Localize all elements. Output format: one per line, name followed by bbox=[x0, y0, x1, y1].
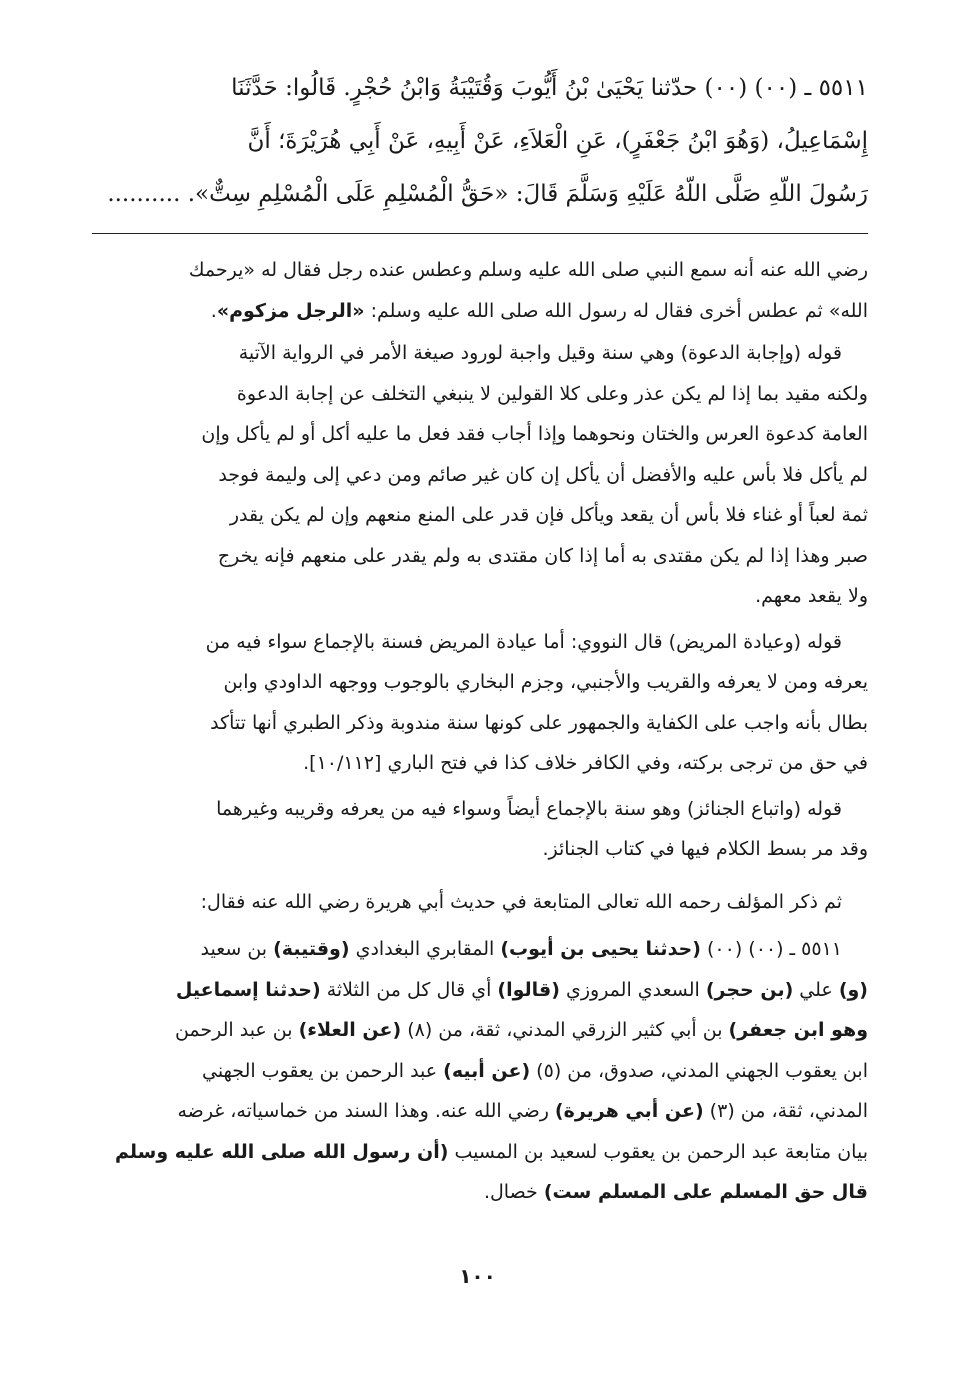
text-line: بطال بأنه واجب على الكفاية والجمهور على كونها سنة مندوبة وذكر الطبري أنها تتأكد bbox=[210, 711, 868, 734]
text-run: علي bbox=[793, 978, 839, 1001]
text-line: قوله (وإجابة الدعوة) وهي سنة وقيل واجبة لورود صيغة الأمر في الرواية الآتية bbox=[238, 342, 842, 364]
hadith-line: إِسْمَاعِيلُ، (وَهُوَ ابْنُ جَعْفَرٍ)، عَنِ الْعَلاَءِ، عَنْ أَبِيهِ، عَنْ أَبِي هُرَيْرَةَ؛ أَنَّ bbox=[247, 128, 868, 154]
bold-narrator: (حدثنا إسماعيل bbox=[175, 978, 321, 1001]
hadith-line: رَسُولَ اللّهِ صَلَّى اللّهُ عَلَيْهِ وَسَلَّمَ قَالَ: «حَقُّ الْمُسْلِمِ عَلَى الْمُسْلِمِ سِتٌّ». .......... bbox=[107, 181, 868, 207]
text-line bbox=[92, 1172, 868, 1213]
page-number: ١٠٠ bbox=[459, 1264, 496, 1288]
commentary-paragraph bbox=[92, 622, 868, 784]
bold-quote: «الرجل مزكوم» bbox=[216, 299, 365, 322]
bold-narrator: (حدثنا يحيى بن أيوب) bbox=[500, 938, 701, 960]
commentary-paragraph bbox=[92, 929, 868, 1213]
text-line: في حق من ترجى بركته، وفي الكافر خلاف كذا في فتح الباري [١٠/١١٢]. bbox=[303, 752, 868, 774]
text-run: بن سعيد bbox=[200, 938, 274, 960]
bold-narrator: (عن أبي هريرة) bbox=[554, 1100, 704, 1122]
hadith-text bbox=[92, 62, 868, 221]
text-run: بن أبي كثير الزرقي المدني، ثقة، من (٨) bbox=[401, 1019, 729, 1041]
text-line bbox=[92, 1132, 868, 1173]
text-line bbox=[92, 291, 868, 332]
text-line: ولكنه مقيد بما إذا لم يكن عذر وعلى كلا القولين لا ينبغي التخلف عن إجابة الدعوة bbox=[236, 382, 868, 405]
text-line bbox=[92, 1051, 868, 1092]
bold-narrator: (عن أبيه) bbox=[443, 1059, 531, 1082]
text-line bbox=[92, 1010, 868, 1051]
text-line: قوله (واتباع الجنائز) وهو سنة بالإجماع أيضاً وسواء فيه من يعرفه وقريبه وغيرهما bbox=[216, 797, 842, 820]
text-run: بن عبد الرحمن bbox=[174, 1019, 299, 1041]
text-line bbox=[92, 929, 868, 970]
text-line: رضي الله عنه أنه سمع النبي صلى الله عليه وسلم وعطس عنده رجل فقال له «يرحمك bbox=[188, 259, 868, 281]
commentary-paragraph bbox=[92, 882, 868, 923]
commentary-paragraph bbox=[92, 250, 868, 331]
bold-quote: قال حق المسلم على المسلم ست) bbox=[543, 1181, 868, 1203]
commentary-paragraph bbox=[92, 789, 868, 870]
footnote-divider bbox=[92, 233, 868, 234]
text-run: أي قال كل من الثلاثة bbox=[320, 978, 498, 1001]
bold-narrator: (عن العلاء) bbox=[298, 1019, 402, 1041]
text-line: العامة كدعوة العرس والختان ونحوهما وإذا أجاب فقد فعل ما عليه أكل أو لم يأكل وإن bbox=[201, 423, 868, 445]
text-line: ولا يقعد معهم. bbox=[755, 585, 868, 607]
text-line: صبر وهذا إذا لم يكن مقتدى به أما إذا كان مقتدى به ولم يقدر على منعهم فإنه يخرج bbox=[217, 544, 868, 567]
commentary-paragraph bbox=[92, 333, 868, 617]
text-run: . bbox=[210, 299, 217, 322]
text-line: قوله (وعيادة المريض) قال النووي: أما عيادة المريض فسنة بالإجماع سواء فيه من bbox=[205, 630, 842, 653]
bold-quote: (أن رسول الله صلى الله عليه وسلم bbox=[114, 1140, 449, 1163]
bold-narrator: (و) bbox=[838, 978, 868, 1001]
text-run: المقابري البغدادي bbox=[349, 938, 501, 960]
commentary bbox=[92, 250, 868, 1213]
text-run: رضي الله عنه. وهذا السند من خماسياته، غرضه bbox=[177, 1100, 555, 1122]
text-line: ثم ذكر المؤلف رحمه الله تعالى المتابعة في حديث أبي هريرة رضي الله عنه فقال: bbox=[200, 890, 842, 913]
bold-narrator: وهو ابن جعفر) bbox=[728, 1019, 868, 1041]
hadith-line: ٥٥١١ ـ (٠٠) (٠٠) حدّثنا يَحْيَىٰ بْنُ أَيُّوبَ وَقُتَيْبَةُ وَابْنُ حُجْرٍ. قَالُوا: حَدَّثَنَا bbox=[231, 75, 868, 101]
text-line: ثمة لعباً أو غناء فلا بأس أن يقعد ويأكل فإن قدر على المنع منعهم وإن لم يكن يقدر bbox=[229, 504, 868, 526]
text-run: ٥٥١١ ـ (٠٠) (٠٠) bbox=[700, 938, 842, 960]
text-line bbox=[92, 1091, 868, 1132]
text-run: الله» ثم عطس أخرى فقال له رسول الله صلى الله عليه وسلم: bbox=[364, 299, 868, 322]
bold-narrator: (وقتيبة) bbox=[273, 938, 350, 960]
bold-narrator: (بن حجر) bbox=[705, 978, 794, 1001]
text-run: عبد الرحمن بن يعقوب الجهني bbox=[201, 1059, 444, 1082]
text-line: يعرفه ومن لا يعرفه والقريب والأجنبي، وجزم البخاري بالوجوب ووجهه الداودي وابن bbox=[223, 671, 868, 693]
text-run: خصال. bbox=[483, 1181, 544, 1203]
bold-narrator: (قالوا) bbox=[497, 978, 560, 1001]
text-line bbox=[92, 970, 868, 1011]
text-run: بيان متابعة عبد الرحمن بن يعقوب لسعيد بن المسيب bbox=[448, 1140, 868, 1163]
text-line: لم يأكل فلا بأس عليه والأفضل أن يأكل إن كان غير صائم ومن دعي إلى وليمة فوجد bbox=[218, 463, 868, 486]
text-line: وقد مر بسط الكلام فيها في كتاب الجنائز. bbox=[542, 838, 868, 860]
text-run: ابن يعقوب الجهني المدني، صدوق، من (٥) bbox=[530, 1059, 868, 1082]
text-run: السعدي المروزي bbox=[559, 978, 706, 1001]
text-run: المدني، ثقة، من (٣) bbox=[703, 1100, 868, 1122]
